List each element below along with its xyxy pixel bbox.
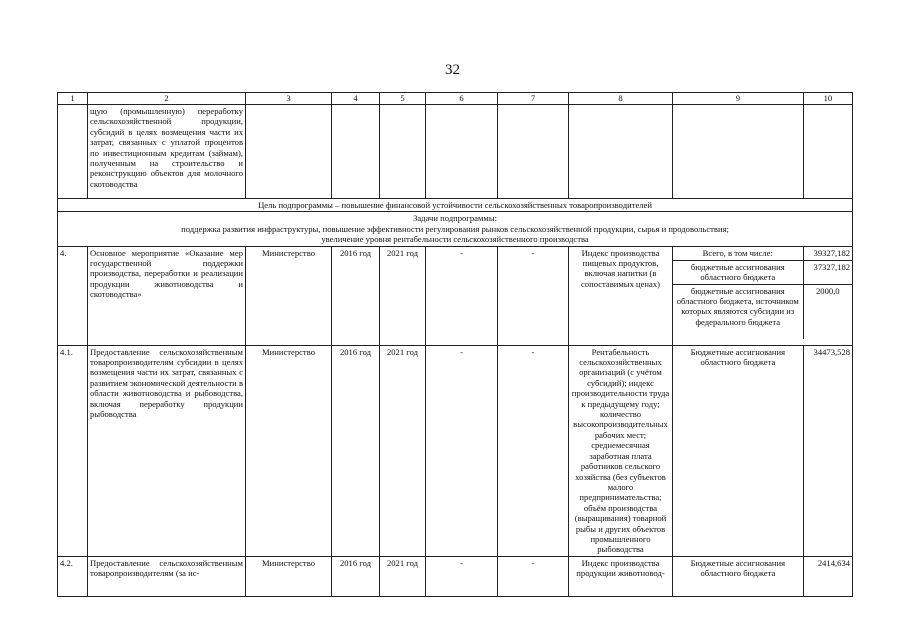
funding-value: 2000,0	[803, 284, 852, 339]
row-start: 2016 год	[332, 556, 380, 596]
table-row	[58, 556, 853, 596]
row-name: Предоставление сельскохозяйственным товаропроизводителям (за ис-	[88, 556, 246, 596]
row-end: 2021 год	[380, 556, 426, 596]
column-number: 5	[380, 93, 426, 105]
goal-row	[58, 199, 853, 212]
row-indicator: Индекс производства продукции животновод-	[569, 556, 673, 596]
row-source: Бюджетные ассигнования областного бюджета	[673, 345, 804, 556]
column-number: 7	[498, 93, 569, 105]
row-executor: Министерство	[246, 345, 332, 556]
row-source: Бюджетные ассигнования областного бюджета	[673, 556, 804, 596]
row-number: 4.	[58, 246, 88, 345]
row-col7: -	[498, 556, 569, 596]
tasks-line: поддержка развития инфраструктуры, повышение эффективности регулирования рынков сельскохозяйственной продукции, сырья и продовольствия;	[181, 223, 729, 234]
column-number: 4	[332, 93, 380, 105]
continuation-row	[58, 105, 853, 199]
row-indicator: Индекс производства пищевых продуктов, включая напитки (в сопоставимых ценах)	[569, 246, 673, 345]
funding-label: Всего, в том числе:	[673, 247, 803, 261]
row-col6: -	[426, 345, 498, 556]
row-col6: -	[426, 556, 498, 596]
column-number: 10	[803, 93, 852, 105]
row-number: 4.2.	[58, 556, 88, 596]
row-executor: Министерство	[246, 246, 332, 345]
column-number: 8	[569, 93, 673, 105]
column-number: 1	[58, 93, 88, 105]
column-number: 6	[426, 93, 498, 105]
row-name: Основное мероприятие «Оказание мер государственной поддержки производства, переработки и реализации продукции животноводства и скотоводства»	[88, 246, 246, 345]
tasks-title: Задачи подпрограммы:	[413, 213, 497, 224]
tasks-row	[58, 212, 853, 246]
table-row	[58, 246, 853, 345]
funding-cell	[673, 246, 853, 345]
row-indicator: Рентабельность сельскохозяйственных организаций (с учётом субсидий); индекс производительности труда к предыдущему году; количество высокопроизводительных рабочих мест; среднемесячная заработная плата работников сельского хозяйства (без субъектов малого предпринимательства; объём производства (выращивания) товарной рыбы и других объектов промышленного рыбоводства	[569, 345, 673, 556]
row-start: 2016 год	[332, 246, 380, 345]
row-end: 2021 год	[380, 246, 426, 345]
row-value: 2414,634	[803, 556, 852, 596]
row-col6: -	[426, 246, 498, 345]
row-executor: Министерство	[246, 556, 332, 596]
goal-text: Цель подпрограммы – повышение финансовой устойчивости сельскохозяйственных товаропроизводителей	[58, 199, 853, 212]
row-col7: -	[498, 246, 569, 345]
row-start: 2016 год	[332, 345, 380, 556]
tasks-cell	[58, 212, 853, 246]
column-number-row	[58, 93, 853, 105]
table-row	[58, 345, 853, 556]
row-number: 4.1.	[58, 345, 88, 556]
funding-label: бюджетные ассигнования областного бюджета	[673, 260, 803, 284]
column-number: 9	[673, 93, 804, 105]
column-number: 2	[88, 93, 246, 105]
continuation-text: щую (промышленную) переработку сельскохозяйственной продукции, субсидий в целях возмещения части их затрат, связанных с уплатой процентов по инвестиционным кредитам (займам), полученным на строительство и реконструкцию объектов для молочного скотоводства	[88, 105, 246, 199]
program-table	[57, 92, 853, 597]
row-col7: -	[498, 345, 569, 556]
page-number: 32	[445, 62, 460, 78]
funding-value: 39327,182	[803, 247, 852, 261]
row-end: 2021 год	[380, 345, 426, 556]
row-value: 34473,528	[803, 345, 852, 556]
row-name: Предоставление сельскохозяйственным товаропроизводителям субсидии в целях возмещения части их затрат, связанных с развитием экономической деятельности в области животноводства и рыбоводства, включая переработку продукции рыбоводства	[88, 345, 246, 556]
funding-label: бюджетные ассигнования областного бюджета, источником которых являются субсидии из федерального бюджета	[673, 284, 803, 339]
funding-value: 37327,182	[803, 260, 852, 284]
column-number: 3	[246, 93, 332, 105]
tasks-line: увеличение уровня рентабельности сельскохозяйственного производства	[321, 234, 589, 245]
